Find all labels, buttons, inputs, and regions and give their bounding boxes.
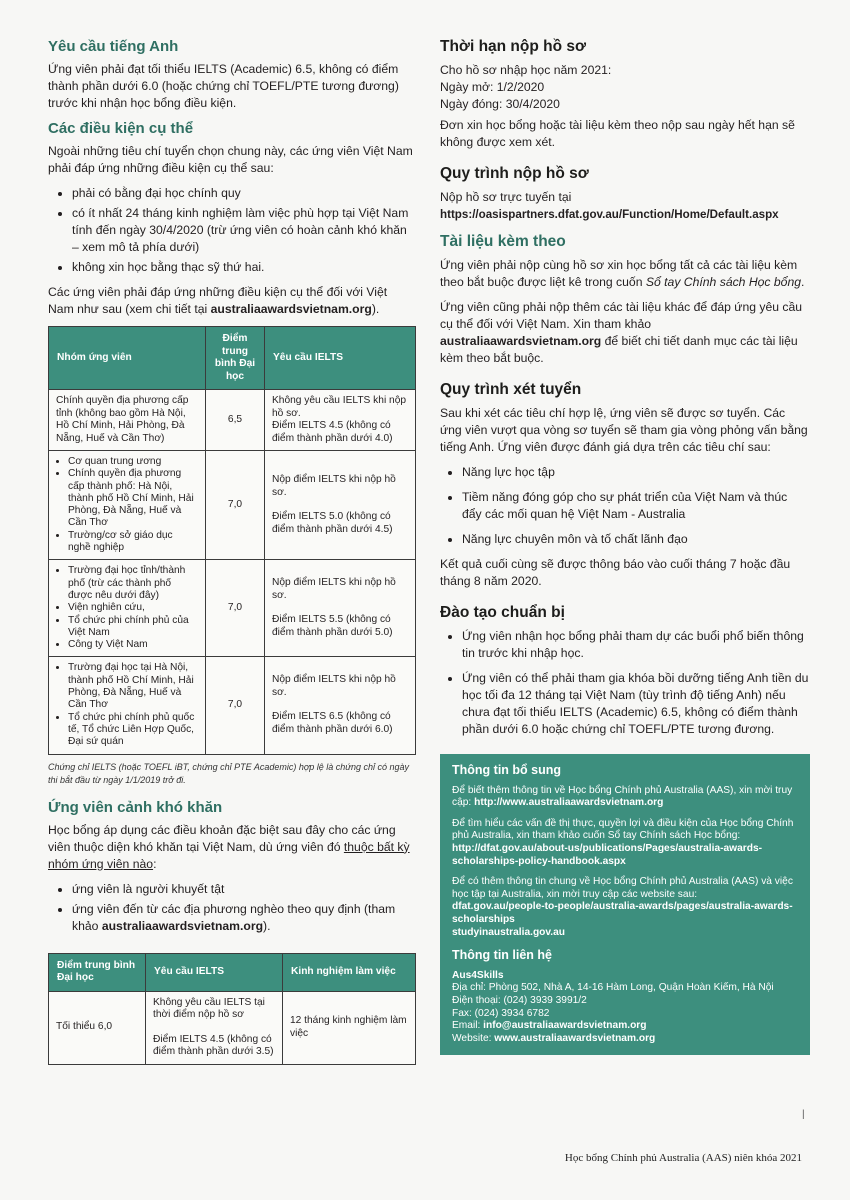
table-row: [49, 451, 416, 560]
documents-text-2: Ứng viên cũng phải nộp thêm các tài liệu khác để đáp ứng yêu cầu cụ thể đối với Việt Nam. Xin tham khảo australiaawardsvietnam.org để biết chi tiết danh mục các tài liệu kèm theo bắt buộc.: [440, 300, 803, 365]
additional-info-1: Để biết thêm thông tin về Học bổng Chính phủ Australia (AAS), xin mời truy cập: http://www.australiaawardsvietnam.org: [452, 784, 793, 809]
email-link[interactable]: info@australiaawardsvietnam.org: [483, 1020, 647, 1032]
cell-ielts: Không yêu cầu IELTS tại thời điểm nộp hồ sơ Điểm IELTS 4.5 (không có điểm thành phần dưới 3.5): [146, 991, 283, 1064]
cell-ielts: Không yêu cầu IELTS khi nộp hồ sơ. Điểm IELTS 4.5 (không có điểm thành phần dưới 4.0): [265, 390, 416, 451]
additional-info-2: Để tìm hiểu các vấn đề thị thực, quyền lợi và điều kiện của Học bổng Chính phủ Australia, xin tham khảo cuốn Sổ tay Chính sách Học bổng: http://dfat.gov.au/about-us/publications/Pages/australia-awards-scholarships-policy-handbook.aspx: [452, 817, 794, 867]
cell-group: Chính quyền địa phương cấp tỉnh (không bao gồm Hà Nội, Hồ Chí Minh, Hải Phòng, Đà Nẵng, Huế và Cần Thơ): [49, 390, 206, 451]
cell-ielts: Nộp điểm IELTS khi nộp hồ sơ. Điểm IELTS 5.0 (không có điểm thành phần dưới 4.5): [265, 451, 416, 560]
table-header-row: [49, 327, 416, 390]
deadline-text: Cho hồ sơ nhập học năm 2021: Ngày mở: 1/2/2020 Ngày đóng: 30/4/2020: [440, 63, 612, 111]
hardship-text: Học bổng áp dụng các điều khoản đặc biệt sau đây cho các ứng viên thuộc diện khó khăn tại Việt Nam, dù ứng viên đó thuộc bất kỳ nhóm ứng viên nào:: [48, 822, 410, 871]
list-item: • không xin học bằng thạc sỹ thứ hai.: [72, 259, 416, 276]
col-header-ielts: Yêu cầu IELTS: [146, 953, 283, 991]
selection-heading: Quy trình xét tuyển: [440, 381, 582, 398]
contact-details: Aus4Skills Địa chỉ: Phòng 502, Nhà A, 14-16 Hàm Long, Quận Hoàn Kiếm, Hà Nội Điện thoại: (024) 3939 3991/2 Fax: (024) 3934 6782 Email: info@australiaawardsvietnam.org Website: www.australiaawardsvietnam.org: [452, 969, 774, 1044]
dfat-link[interactable]: dfat.gov.au/people-to-people/australia-awards/pages/australia-awards-scholarships: [452, 901, 793, 925]
cell-gpa: 7,0: [206, 451, 265, 560]
cell-ielts: Nộp điểm IELTS khi nộp hồ sơ. Điểm IELTS 6.5 (không có điểm thành phần dưới 6.0): [265, 657, 416, 754]
table-header-row: [49, 953, 416, 991]
cell-gpa: Tối thiểu 6,0: [49, 991, 146, 1064]
list-item: • Ứng viên có thể phải tham gia khóa bồi dưỡng tiếng Anh tiền du học tối đa 12 tháng tại Việt Nam (tùy trình độ tiếng Anh) nếu chưa đạt tối thiểu IELTS (Academic) 6.5, không có điểm thành phần dưới 6.0 hoặc chứng chỉ TOEFL/PTE tương đương.: [462, 670, 810, 738]
study-link[interactable]: studyinaustralia.gov.au: [452, 926, 566, 938]
list-item: • ứng viên đến từ các địa phương nghèo theo quy định (tham khảo australiaawardsvietnam.org).: [72, 901, 416, 935]
application-process-text: Nộp hồ sơ trực tuyến tại https://oasispartners.dfat.gov.au/Function/Home/Default.aspx: [440, 190, 779, 221]
list-item: • có ít nhất 24 tháng kinh nghiệm làm việc phù hợp tại Việt Nam tính đến ngày 30/4/2020 (trừ ứng viên có hoàn cảnh khó khăn – xem mô tả phía dưới): [72, 205, 416, 256]
website-link[interactable]: www.australiaawardsvietnam.org: [494, 1032, 656, 1044]
hardship-table: [48, 953, 416, 1065]
list-item: • Năng lực chuyên môn và tố chất lãnh đạo: [462, 531, 810, 548]
col-header-group: Nhóm ứng viên: [49, 327, 206, 390]
cell-group: • Cơ quan trung ương • Chính quyền địa phương cấp thành phố: Hà Nội, thành phố Hồ Chí Minh, Hải Phòng, Đà Nẵng, Huế và Cần Thơ • Trường/cơ sở giáo dục nghề nghiệp: [49, 451, 206, 560]
page-footer: Học bổng Chính phủ Australia (AAS) niên khóa 2021: [564, 1152, 802, 1164]
documents-text-1: Ứng viên phải nộp cùng hồ sơ xin học bổng tất cả các tài liệu kèm theo bắt buộc được liệt kê trong cuốn Sổ tay Chính sách Học bổng.: [440, 258, 805, 289]
hardship-heading: Ứng viên cảnh khó khăn: [48, 798, 223, 816]
cell-group: • Trường đại học tại Hà Nội, thành phố Hồ Chí Minh, Hải Phòng, Đà Nẵng, Huế và Cần Thơ • Tổ chức phi chính phủ quốc tế, Tổ chức Liên Hợp Quốc, Đại sứ quán: [49, 657, 206, 754]
table-row: [49, 560, 416, 657]
cell-ielts: Nộp điểm IELTS khi nộp hồ sơ. Điểm IELTS 5.5 (không có điểm thành phần dưới 5.0): [265, 560, 416, 657]
selection-text: Sau khi xét các tiêu chí hợp lệ, ứng viên sẽ được sơ tuyển. Các ứng viên vượt qua vòng sơ tuyển sẽ tham gia vòng phỏng vấn bằng tiếng Anh. Ứng viên được đánh giá dựa trên các tiêu chí sau:: [440, 406, 808, 454]
english-requirements-text: Ứng viên phải đạt tối thiểu IELTS (Academic) 6.5, không có điểm thành phần dưới 6.0 (hoặc chứng chỉ TOEFL/PTE tương đương) trước khi nhận học bổng điều kiện.: [48, 62, 399, 110]
list-item: • Ứng viên nhận học bổng phải tham dự các buổi phổ biến thông tin trước khi nhập học.: [462, 628, 810, 662]
additional-info-3: Để có thêm thông tin chung về Học bổng Chính phủ Australia (AAS) và việc học tập tại Australia, xin mời truy cập các website sau: dfat.gov.au/people-to-people/australia-awards/pages/australia-awards-scholarships studyinaustralia.gov.au: [452, 876, 793, 938]
cell-gpa: 7,0: [206, 560, 265, 657]
specific-conditions-heading: Các điều kiện cụ thể: [48, 120, 194, 137]
info-box: [440, 754, 810, 1055]
specific-conditions-list: [48, 185, 416, 276]
selection-result: Kết quả cuối cùng sẽ được thông báo vào cuối tháng 7 hoặc đầu tháng 8 năm 2020.: [440, 557, 791, 588]
table-row: [49, 657, 416, 754]
oasis-link[interactable]: https://oasispartners.dfat.gov.au/Function/Home/Default.aspx: [440, 208, 779, 221]
col-header-gpa: Điểm trung bình Đại học: [206, 327, 265, 390]
deadline-note: Đơn xin học bổng hoặc tài liệu kèm theo nộp sau ngày hết hạn sẽ không được xem xét.: [440, 118, 795, 149]
aas-link[interactable]: australiaawardsvietnam.org: [101, 918, 264, 933]
documents-heading: Tài liệu kèm theo: [440, 233, 566, 250]
hardship-list: [48, 881, 416, 935]
candidate-groups-table: [48, 326, 416, 755]
application-process-heading: Quy trình nộp hồ sơ: [440, 165, 589, 182]
specific-conditions-intro: Ngoài những tiêu chí tuyển chọn chung này, các ứng viên Việt Nam phải đáp ứng những điều kiện cụ thể sau:: [48, 144, 413, 175]
table-row: [49, 991, 416, 1064]
handbook-link[interactable]: http://dfat.gov.au/about-us/publications/Pages/australia-awards-scholarships-policy-handbook.aspx: [452, 842, 763, 867]
specific-conditions-details: Các ứng viên phải đáp ứng những điều kiện cụ thể đối với Việt Nam như sau (xem chi tiết tại australiaawardsvietnam.org).: [48, 285, 388, 316]
list-item: • Tiềm năng đóng góp cho sự phát triển của Việt Nam và thúc đẩy các mối quan hệ Việt Nam - Australia: [462, 489, 810, 523]
cell-group: • Trường đại học tỉnh/thành phố (trừ các thành phố được nêu dưới đây) • Viện nghiên cứu, • Tổ chức phi chính phủ của Việt Nam • Công ty Việt Nam: [49, 560, 206, 657]
side-mark: |: [802, 1109, 805, 1120]
table-row: [49, 390, 416, 451]
list-item: • ứng viên là người khuyết tật: [72, 881, 416, 898]
aas-website-link[interactable]: http://www.australiaawardsvietnam.org: [474, 797, 664, 809]
selection-list: [440, 464, 810, 548]
aas-link[interactable]: australiaawardsvietnam.org: [210, 302, 372, 316]
cell-gpa: 7,0: [206, 657, 265, 754]
right-column: [440, 38, 810, 1055]
list-item: • Năng lực học tập: [462, 464, 810, 481]
contact-heading: Thông tin liên hệ: [452, 948, 552, 963]
left-column: [48, 38, 416, 1071]
training-heading: Đào tạo chuẩn bị: [440, 604, 565, 621]
cell-experience: 12 tháng kinh nghiệm làm việc: [283, 991, 416, 1064]
table-note: Chứng chỉ IELTS (hoặc TOEFL iBT, chứng chỉ PTE Academic) hợp lệ là chứng chỉ có ngày thi bắt đầu từ ngày 1/1/2019 trở đi.: [48, 761, 410, 785]
aas-link[interactable]: australiaawardsvietnam.org: [440, 334, 602, 348]
col-header-gpa: Điểm trung bình Đại học: [49, 953, 146, 991]
org-name: Aus4Skills: [452, 969, 504, 981]
col-header-experience: Kinh nghiệm làm việc: [283, 953, 416, 991]
list-item: • phải có bằng đại học chính quy: [72, 185, 416, 202]
training-list: [440, 628, 810, 738]
english-requirements-heading: Yêu cầu tiếng Anh: [48, 38, 179, 55]
col-header-ielts: Yêu cầu IELTS: [265, 327, 416, 390]
deadline-heading: Thời hạn nộp hồ sơ: [440, 38, 587, 55]
cell-gpa: 6,5: [206, 390, 265, 451]
additional-info-heading: Thông tin bổ sung: [452, 763, 561, 777]
